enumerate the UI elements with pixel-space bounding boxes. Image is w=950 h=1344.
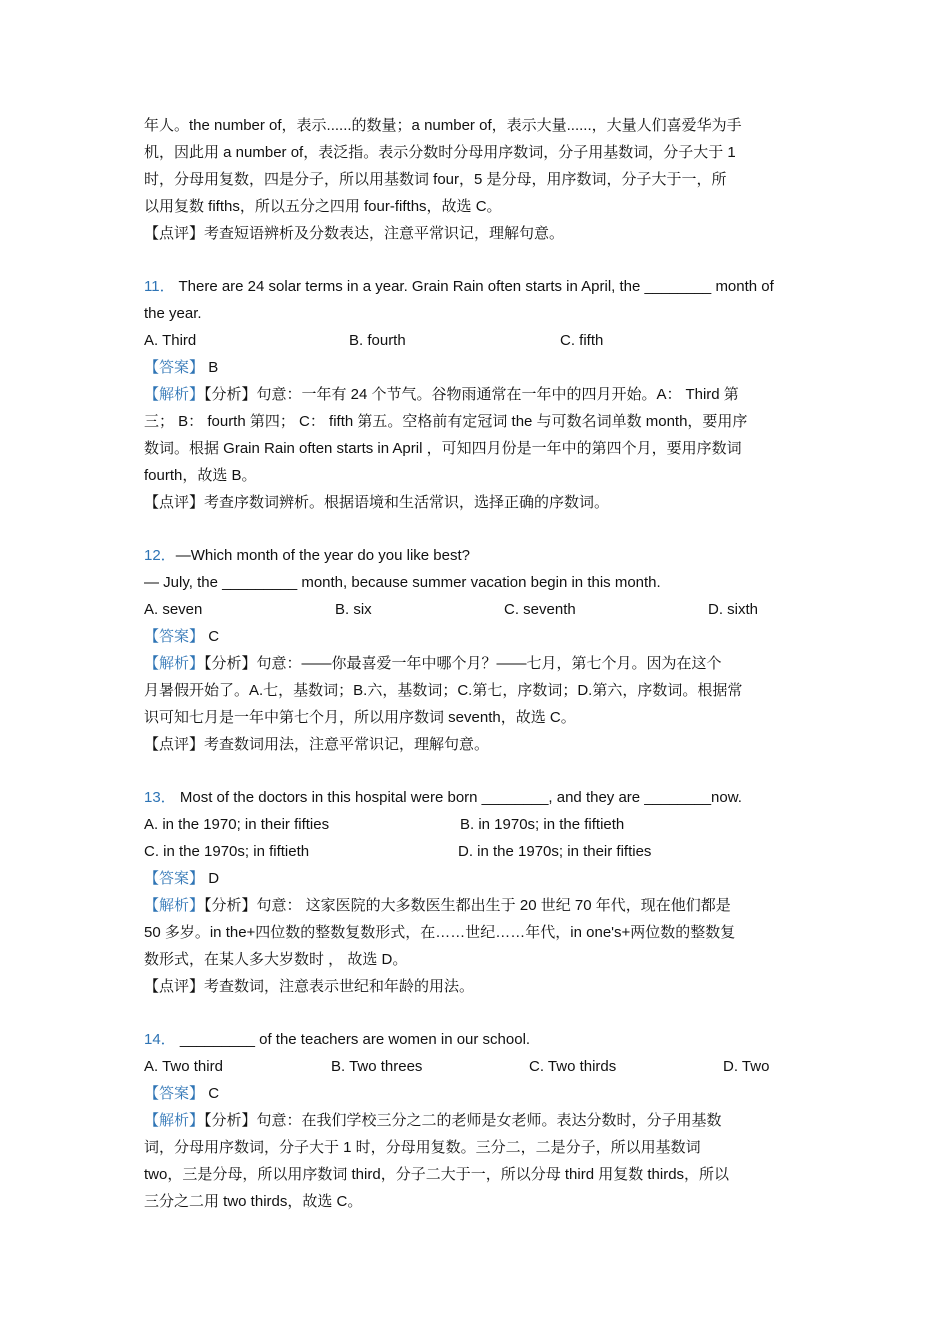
answer-value: C — [208, 628, 220, 645]
question-stem — [144, 542, 806, 569]
options-row — [144, 838, 806, 865]
answer-line — [144, 1080, 806, 1107]
answer-label: 【答案】 — [144, 1085, 205, 1102]
options-row — [144, 327, 806, 354]
analysis-line: 数形式，在某人多大岁数时 ， 故选 D。 — [144, 951, 408, 968]
analysis-label: 【解析】 — [144, 655, 205, 672]
answer-value: D — [208, 870, 220, 887]
option-b: B. fourth — [349, 332, 406, 349]
answer-label: 【答案】 — [144, 628, 205, 645]
analysis-text: 【分析】句意：在我们学校三分之二的老师是女老师。表达分数时，分子用基数 — [204, 1112, 722, 1129]
intro-line: 以用复数 fifths，所以五分之四用 four-fifths，故选 C。 — [144, 198, 502, 215]
stem-line: —Which month of the year do you like best? — [175, 547, 471, 564]
intro-line: 年人。the number of，表示......的数量；a number of，表示大量......，大量人们喜爱华为手 — [144, 117, 742, 134]
option-a: A. seven — [144, 601, 203, 618]
answer-line — [144, 623, 806, 650]
analysis-label: 【解析】 — [144, 386, 205, 403]
option-c: C. fifth — [560, 332, 604, 349]
stem-line: There are 24 solar terms in a year. Grain Rain often starts in April, the ________ month of — [178, 278, 774, 295]
option-a: A. Two third — [144, 1058, 223, 1075]
analysis-label: 【解析】 — [144, 897, 205, 914]
answer-label: 【答案】 — [144, 359, 205, 376]
analysis-line: 月暑假开始了。A.七，基数词；B.六，基数词；C.第七，序数词；D.第六，序数词。根据常 — [144, 682, 743, 699]
analysis-line: 50 多岁。in the+四位数的整数复数形式，在……世纪……年代，in one's+两位数的整数复 — [144, 924, 736, 941]
stem-line: the year. — [144, 305, 202, 322]
option-b: B. Two threes — [331, 1058, 423, 1075]
intro-comment: 【点评】考查短语辨析及分数表达，注意平常识记，理解句意。 — [144, 225, 565, 242]
analysis-line: 三； B： fourth 第四； C： fifth 第五。空格前有定冠词 the 与可数名词单数 month，要用序 — [144, 413, 748, 430]
analysis-line: 词，分母用序数词，分子大于 1 时，分母用复数。三分二，二是分子，所以用基数词 — [144, 1139, 701, 1156]
intro-block — [144, 112, 806, 247]
question-number: 14． — [144, 1031, 176, 1048]
intro-line: 机，因此用 a number of，表泛指。表示分数时分母用序数词，分子用基数词，分子大于 1 — [144, 144, 736, 161]
question-stem — [144, 784, 806, 811]
answer-label: 【答案】 — [144, 870, 205, 887]
comment-line: 【点评】考查数词用法，注意平常识记，理解句意。 — [144, 736, 490, 753]
option-d: D. Two — [723, 1058, 770, 1075]
intro-line: 时，分母用复数，四是分子，所以用基数词 four，5 是分母，用序数词，分子大于一，所 — [144, 171, 727, 188]
analysis-text: 【分析】句意：——你最喜爱一年中哪个月？——七月，第七个月。因为在这个 — [204, 655, 722, 672]
document-page — [144, 112, 806, 1215]
analysis-line: two，三是分母，所以用序数词 third，分子二大于一，所以分母 third 用复数 thirds，所以 — [144, 1166, 730, 1183]
question-number: 12． — [144, 547, 176, 564]
option-b: B. six — [335, 601, 372, 618]
option-d: D. in the 1970s; in their fifties — [458, 843, 652, 860]
analysis-line: 数词。根据 Grain Rain often starts in April ，可知四月份是一年中的第四个月，要用序数词 — [144, 440, 742, 457]
question-stem — [144, 273, 806, 300]
question-11 — [144, 273, 806, 516]
options-row — [144, 811, 806, 838]
comment-line: 【点评】考查数词，注意表示世纪和年龄的用法。 — [144, 978, 475, 995]
option-c: C. Two thirds — [529, 1058, 617, 1075]
analysis-line — [144, 650, 806, 677]
option-a: A. Third — [144, 332, 197, 349]
analysis-line — [144, 892, 806, 919]
analysis-line: 识可知七月是一年中第七个月，所以用序数词 seventh，故选 C。 — [144, 709, 576, 726]
options-row — [144, 596, 806, 623]
options-row — [144, 1053, 806, 1080]
answer-value: B — [208, 359, 219, 376]
option-d: D. sixth — [708, 601, 759, 618]
answer-line — [144, 354, 806, 381]
analysis-text: 【分析】句意：一年有 24 个节气。谷物雨通常在一年中的四月开始。A： Third 第 — [204, 386, 739, 403]
stem-line: — July, the _________ month, because summer vacation begin in this month. — [144, 574, 661, 591]
stem-line: _________ of the teachers are women in our school. — [179, 1031, 531, 1048]
comment-line: 【点评】考查序数词辨析。根据语境和生活常识，选择正确的序数词。 — [144, 494, 610, 511]
stem-line: Most of the doctors in this hospital were born ________, and they are ________now. — [179, 789, 742, 806]
option-c: C. seventh — [504, 601, 576, 618]
question-12 — [144, 542, 806, 758]
answer-value: C — [208, 1085, 220, 1102]
question-number: 13． — [144, 789, 176, 806]
option-b: B. in 1970s; in the fiftieth — [460, 816, 625, 833]
analysis-line: 三分之二用 two thirds，故选 C。 — [144, 1193, 363, 1210]
analysis-line — [144, 381, 806, 408]
question-number: 11． — [144, 278, 175, 295]
option-a: A. in the 1970; in their fifties — [144, 816, 330, 833]
analysis-label: 【解析】 — [144, 1112, 205, 1129]
analysis-text: 【分析】句意： 这家医院的大多数医生都出生于 20 世纪 70 年代，现在他们都是 — [204, 897, 731, 914]
analysis-line: fourth，故选 B。 — [144, 467, 257, 484]
option-c: C. in the 1970s; in fiftieth — [144, 843, 310, 860]
question-stem — [144, 1026, 806, 1053]
answer-line — [144, 865, 806, 892]
question-14 — [144, 1026, 806, 1215]
question-13 — [144, 784, 806, 1000]
analysis-line — [144, 1107, 806, 1134]
